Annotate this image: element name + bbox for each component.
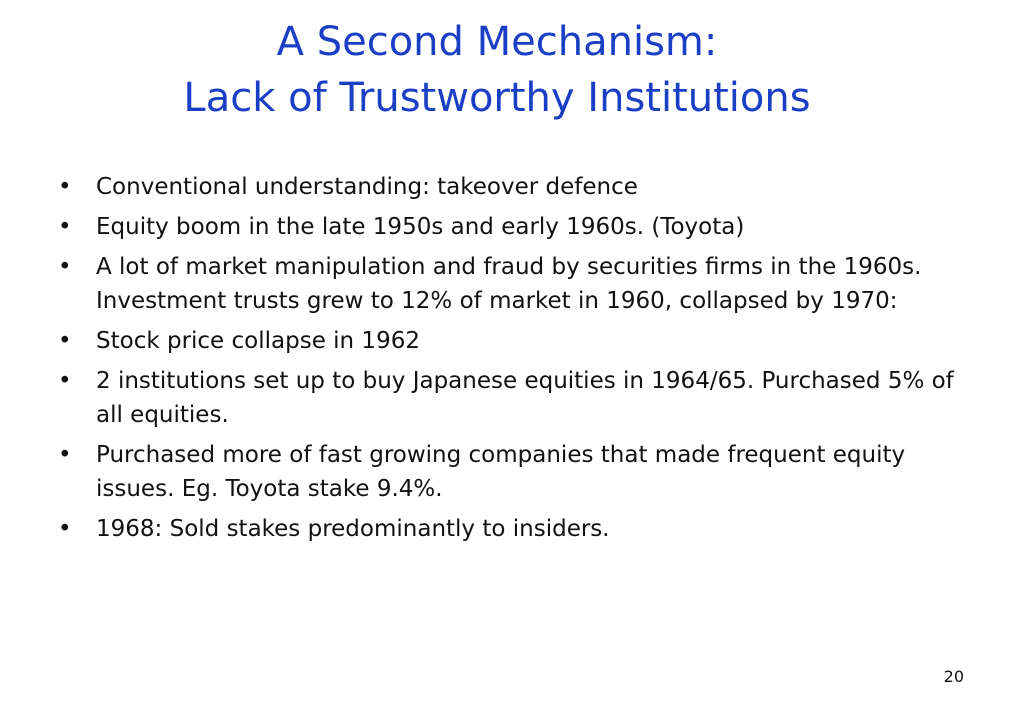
bullet-item (58, 438, 958, 506)
bullet-text: 2 institutions set up to buy Japanese equities in 1964/65. Purchased 5% of all equities. (96, 368, 954, 428)
bullet-item (58, 170, 958, 204)
bullet-dot-icon: • (58, 254, 72, 280)
bullet-text: Equity boom in the late 1950s and early 1960s. (Toyota) (96, 214, 745, 240)
bullet-dot-icon: • (58, 442, 72, 468)
bullet-text: Conventional understanding: takeover defence (96, 174, 638, 200)
bullet-item (58, 512, 958, 546)
bullet-dot-icon: • (58, 174, 72, 200)
bullet-list (58, 170, 958, 552)
bullet-text: Stock price collapse in 1962 (96, 328, 420, 354)
bullet-dot-icon: • (58, 328, 72, 354)
bullet-item (58, 250, 958, 318)
bullet-text: 1968: Sold stakes predominantly to insiders. (96, 516, 610, 542)
bullet-dot-icon: • (58, 516, 72, 542)
bullet-dot-icon: • (58, 214, 72, 240)
bullet-item (58, 324, 958, 358)
bullet-item (58, 364, 958, 432)
bullet-text: A lot of market manipulation and fraud by securities firms in the 1960s. Investment trusts grew to 12% of market in 1960, collapsed by 1970: (96, 254, 922, 314)
title-line-1: A Second Mechanism: (276, 19, 718, 65)
bullet-item (58, 210, 958, 244)
slide-title (0, 14, 994, 126)
page-number: 20 (943, 667, 964, 686)
bullet-text: Purchased more of fast growing companies that made frequent equity issues. Eg. Toyota stake 9.4%. (96, 442, 906, 502)
title-line-2: Lack of Trustworthy Institutions (183, 75, 811, 121)
bullet-dot-icon: • (58, 368, 72, 394)
